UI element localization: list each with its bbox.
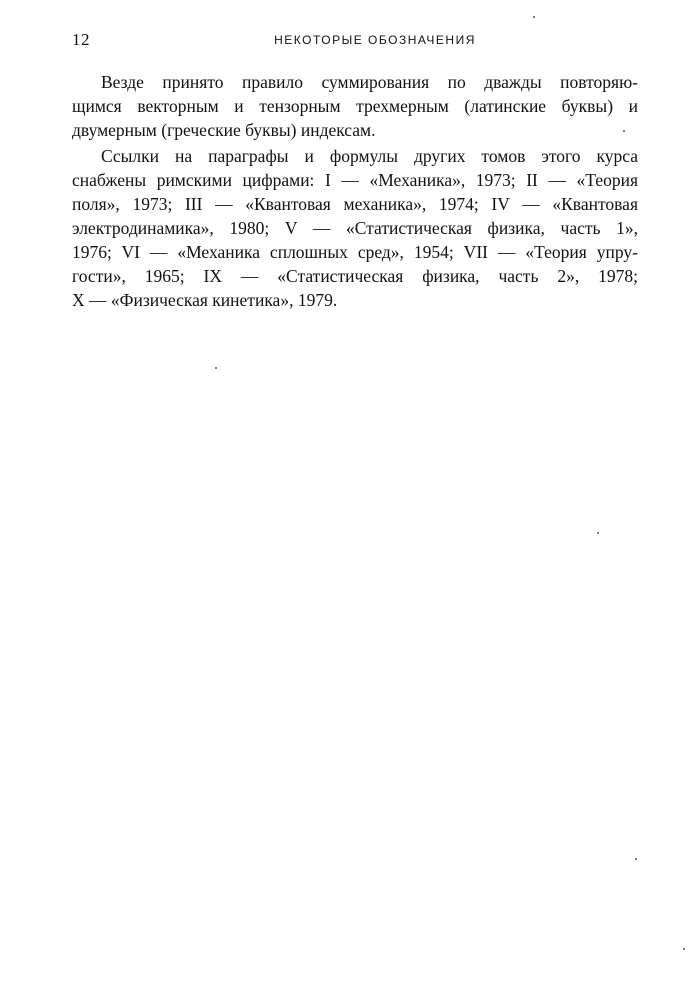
page-number: 12 (72, 30, 90, 49)
text-line: поля», 1973; III — «Квантовая механика», 1974; IV — «Квантовая (72, 194, 638, 214)
text-line: щимся векторным и тензорным трехмерным (латинские буквы) и (72, 96, 638, 116)
paragraph-summation-rule (72, 70, 638, 142)
paragraph-volume-references (72, 144, 638, 312)
text-line: гости», 1965; IX — «Статистическая физика, часть 2», 1978; (72, 266, 638, 286)
text-line: электродинамика», 1980; V — «Статистическая физика, часть 1», (72, 218, 638, 238)
text-line: Везде принято правило суммирования по дважды повторяю- (101, 72, 638, 92)
scan-speck (215, 367, 217, 369)
text-line: Ссылки на параграфы и формулы других томов этого курса (101, 146, 638, 166)
text-line: 1976; VI — «Механика сплошных сред», 1954; VII — «Теория упру- (72, 242, 638, 262)
scan-speck (533, 16, 535, 18)
text-line: X — «Физическая кинетика», 1979. (72, 290, 338, 310)
body-text (72, 70, 638, 314)
scan-speck (635, 858, 637, 860)
scan-speck (683, 948, 685, 950)
page-header (72, 30, 638, 54)
running-title: НЕКОТОРЫЕ ОБОЗНАЧЕНИЯ (274, 33, 476, 47)
scan-speck (623, 130, 625, 132)
scan-speck (597, 532, 599, 534)
text-line: снабжены римскими цифрами: I — «Механика», 1973; II — «Теория (72, 170, 638, 190)
text-line: двумерным (греческие буквы) индексам. (72, 120, 376, 140)
